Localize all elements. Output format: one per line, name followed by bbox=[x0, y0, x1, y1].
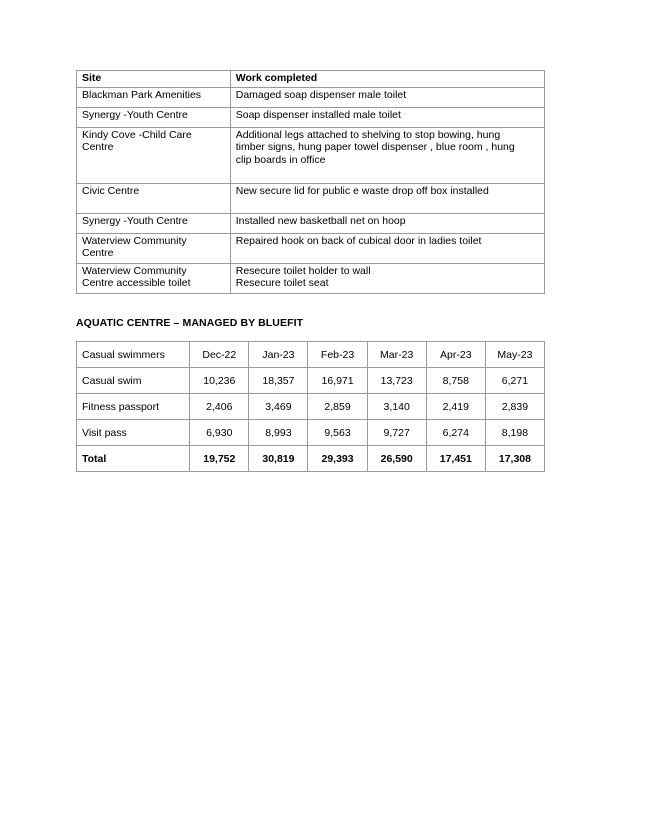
value-cell: 6,274 bbox=[426, 420, 485, 446]
value-cell: 8,758 bbox=[426, 368, 485, 394]
month-header: Apr-23 bbox=[426, 342, 485, 368]
aquatic-header-row bbox=[77, 342, 545, 368]
works-header-row bbox=[77, 71, 545, 88]
value-cell: 2,406 bbox=[190, 394, 249, 420]
site-cell bbox=[77, 213, 231, 233]
table-row bbox=[77, 394, 545, 420]
work-line: Resecure toilet seat bbox=[235, 277, 329, 289]
aquatic-centre-heading: AQUATIC CENTRE – MANAGED BY BLUEFIT bbox=[76, 317, 304, 329]
site-line: Synergy -Youth Centre bbox=[82, 214, 188, 227]
work-line: timber signs, hung paper towel dispenser , blue room , hung bbox=[235, 141, 515, 153]
site-line: Centre accessible toilet bbox=[82, 277, 191, 289]
maintenance-works-table bbox=[76, 70, 545, 294]
value-cell: 3,469 bbox=[249, 394, 308, 420]
site-cell bbox=[77, 233, 231, 263]
table-row bbox=[77, 213, 545, 233]
value-cell: 10,236 bbox=[190, 368, 249, 394]
value-cell: 2,859 bbox=[308, 394, 367, 420]
work-cell bbox=[230, 183, 544, 213]
work-line: Resecure toilet holder to wall bbox=[235, 264, 371, 277]
row-label: Visit pass bbox=[77, 420, 190, 446]
site-line: Synergy -Youth Centre bbox=[82, 108, 188, 121]
row-label: Casual swim bbox=[77, 368, 190, 394]
site-cell bbox=[77, 183, 231, 213]
table-row bbox=[77, 368, 545, 394]
value-cell: 3,140 bbox=[367, 394, 426, 420]
value-cell: 2,839 bbox=[485, 394, 544, 420]
work-cell bbox=[230, 87, 544, 107]
site-cell bbox=[77, 127, 231, 183]
work-line: Repaired hook on back of cubical door in ladies toilet bbox=[235, 234, 482, 247]
table-row bbox=[77, 127, 545, 183]
work-line: Additional legs attached to shelving to stop bowing, hung bbox=[235, 128, 501, 141]
value-cell: 2,419 bbox=[426, 394, 485, 420]
total-row bbox=[77, 446, 545, 472]
table-row bbox=[77, 87, 545, 107]
total-value-cell: 17,451 bbox=[426, 446, 485, 472]
site-line: Civic Centre bbox=[82, 184, 140, 197]
work-cell bbox=[230, 127, 544, 183]
value-cell: 9,563 bbox=[308, 420, 367, 446]
aquatic-attendance-table bbox=[76, 341, 545, 472]
site-line: Kindy Cove -Child Care bbox=[82, 128, 192, 141]
month-header: Jan-23 bbox=[249, 342, 308, 368]
site-line: Waterview Community bbox=[82, 234, 187, 247]
month-header: May-23 bbox=[485, 342, 544, 368]
site-line: Centre bbox=[82, 141, 114, 153]
value-cell: 6,930 bbox=[190, 420, 249, 446]
work-line: Installed new basketball net on hoop bbox=[235, 214, 406, 227]
total-value-cell: 17,308 bbox=[485, 446, 544, 472]
table-row bbox=[77, 183, 545, 213]
site-line: Blackman Park Amenities bbox=[82, 88, 202, 101]
month-header: Mar-23 bbox=[367, 342, 426, 368]
value-cell: 9,727 bbox=[367, 420, 426, 446]
site-column-header: Site bbox=[77, 71, 231, 88]
work-cell bbox=[230, 233, 544, 263]
value-cell: 6,271 bbox=[485, 368, 544, 394]
casual-swimmers-header: Casual swimmers bbox=[77, 342, 190, 368]
work-line: clip boards in office bbox=[235, 153, 326, 166]
month-header: Feb-23 bbox=[308, 342, 367, 368]
table-row bbox=[77, 107, 545, 127]
site-cell bbox=[77, 107, 231, 127]
total-value-cell: 29,393 bbox=[308, 446, 367, 472]
row-label: Fitness passport bbox=[77, 394, 190, 420]
value-cell: 18,357 bbox=[249, 368, 308, 394]
work-completed-column-header: Work completed bbox=[230, 71, 544, 88]
value-cell: 8,198 bbox=[485, 420, 544, 446]
site-cell bbox=[77, 87, 231, 107]
value-cell: 13,723 bbox=[367, 368, 426, 394]
work-line: Damaged soap dispenser male toilet bbox=[235, 88, 407, 101]
work-line: New secure lid for public e waste drop off box installed bbox=[235, 184, 489, 197]
table-row bbox=[77, 263, 545, 293]
work-cell bbox=[230, 107, 544, 127]
table-row bbox=[77, 233, 545, 263]
site-line: Waterview Community bbox=[82, 264, 187, 277]
work-cell bbox=[230, 263, 544, 293]
work-cell bbox=[230, 213, 544, 233]
total-label: Total bbox=[77, 446, 190, 472]
value-cell: 8,993 bbox=[249, 420, 308, 446]
site-cell bbox=[77, 263, 231, 293]
total-value-cell: 26,590 bbox=[367, 446, 426, 472]
total-value-cell: 19,752 bbox=[190, 446, 249, 472]
work-line: Soap dispenser installed male toilet bbox=[235, 108, 401, 121]
month-header: Dec-22 bbox=[190, 342, 249, 368]
total-value-cell: 30,819 bbox=[249, 446, 308, 472]
table-row bbox=[77, 420, 545, 446]
value-cell: 16,971 bbox=[308, 368, 367, 394]
site-line: Centre bbox=[82, 247, 114, 259]
